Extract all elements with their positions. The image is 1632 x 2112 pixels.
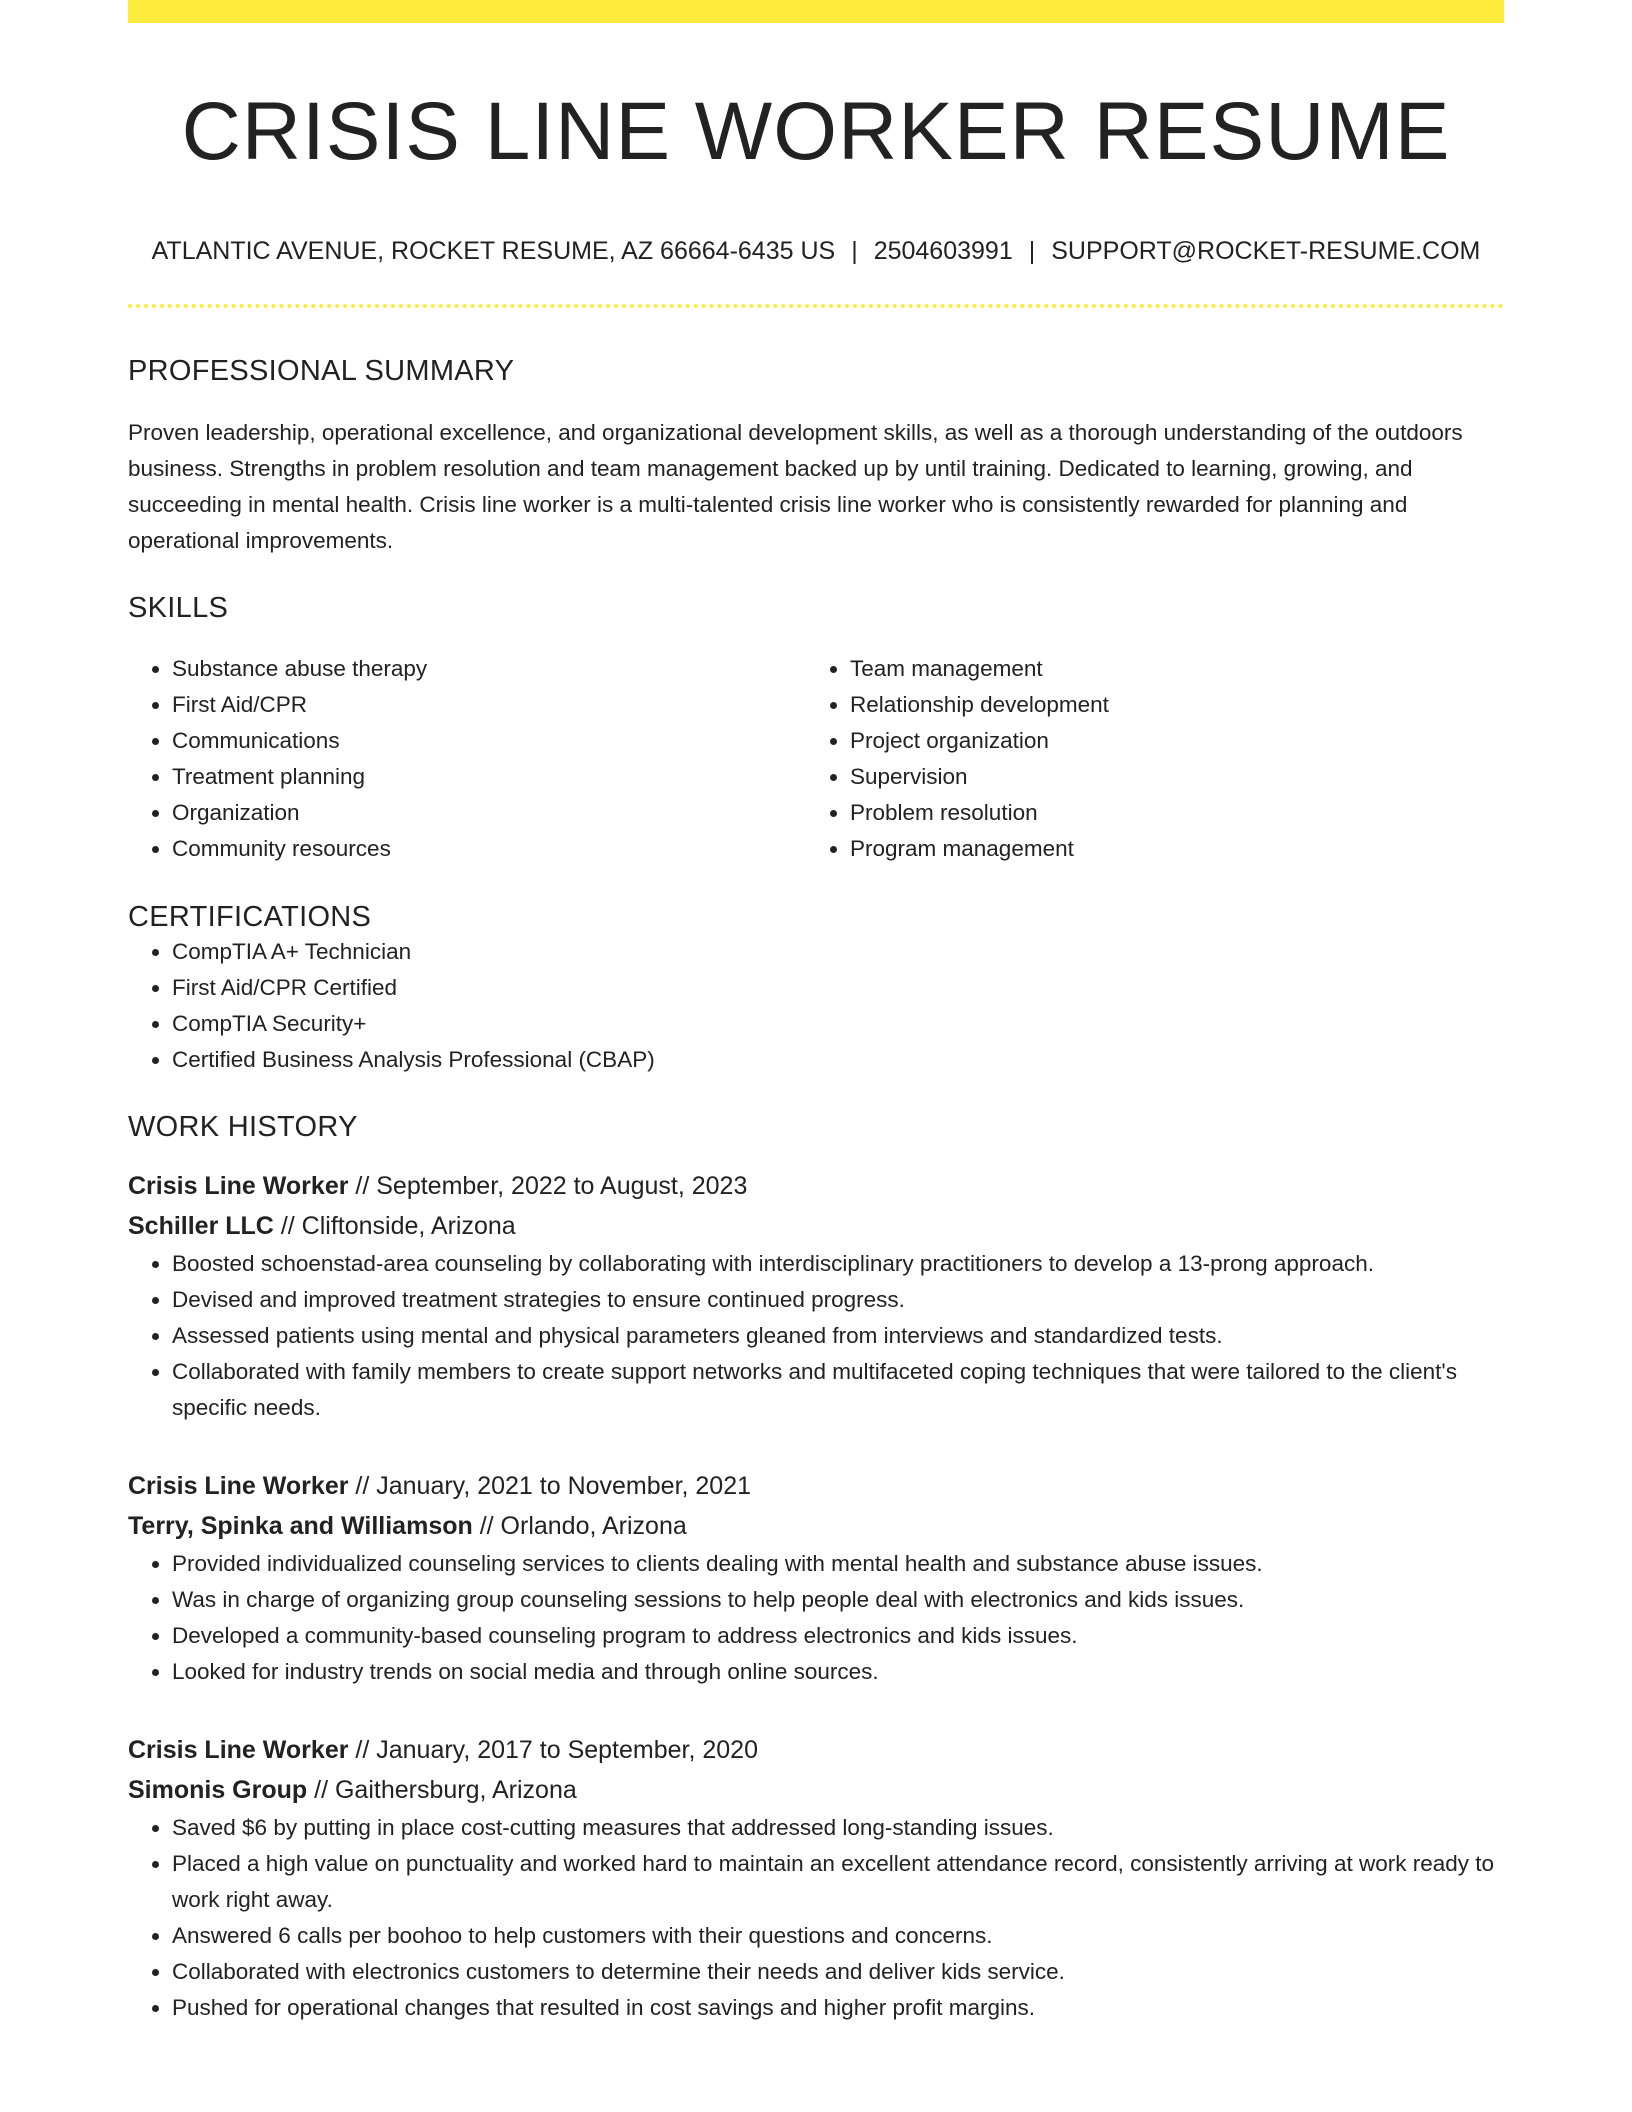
job-bullet: • Boosted schoenstad-area counseling by collaborating with interdisciplinary practitioners to develop a 13-prong approach. xyxy=(172,1246,1504,1282)
job-bullets xyxy=(128,1546,1504,1690)
job-dates: // January, 2017 to September, 2020 xyxy=(348,1736,758,1765)
skill-item: • Program management xyxy=(850,831,1484,867)
summary-section xyxy=(128,355,1504,559)
skill-item: • Communications xyxy=(172,723,806,759)
contact-address: ATLANTIC AVENUE, ROCKET RESUME, AZ 66664-6435 US xyxy=(151,237,836,266)
skill-item: • Project organization xyxy=(850,723,1484,759)
skill-item: • Substance abuse therapy xyxy=(172,651,806,687)
resume-page xyxy=(128,0,1504,2026)
job-dates: // January, 2021 to November, 2021 xyxy=(348,1472,752,1501)
section-title-certifications: CERTIFICATIONS xyxy=(128,901,372,934)
job-location: // Gaithersburg, Arizona xyxy=(307,1776,577,1805)
job-title-line xyxy=(128,1730,1504,1770)
section-title-work-history: WORK HISTORY xyxy=(128,1111,358,1144)
job-entry xyxy=(128,1166,1504,1426)
skills-list-left xyxy=(128,651,806,867)
section-title-summary: PROFESSIONAL SUMMARY xyxy=(128,355,515,388)
job-company: Simonis Group xyxy=(128,1776,308,1805)
job-title-line xyxy=(128,1166,1504,1206)
skill-item: • First Aid/CPR xyxy=(172,687,806,723)
skill-item: • Problem resolution xyxy=(850,795,1484,831)
accent-bar xyxy=(128,0,1504,23)
job-bullet: • Saved $6 by putting in place cost-cutting measures that addressed long-standing issues. xyxy=(172,1810,1504,1846)
skills-column-left xyxy=(128,651,806,867)
skills-list-right xyxy=(806,651,1484,867)
summary-text: Proven leadership, operational excellence, and organizational development skills, as well as a thorough understanding of the outdoors business. Strengths in problem resolution and team management backed up by until training. Dedicated to learning, growing, and succeeding in mental health. Crisis line worker is a multi-talented crisis line worker who is consistently rewarded for planning and operational improvements. xyxy=(128,420,1463,554)
job-bullet: • Pushed for operational changes that resulted in cost savings and higher profit margins. xyxy=(172,1990,1504,2026)
job-company: Schiller LLC xyxy=(128,1212,274,1241)
section-title-skills: SKILLS xyxy=(128,592,229,625)
job-company-line xyxy=(128,1506,1504,1546)
job-bullet: • Placed a high value on punctuality and worked hard to maintain an excellent attendance record, consistently arriving at work ready to work right away. xyxy=(172,1846,1504,1918)
job-bullets xyxy=(128,1810,1504,2026)
job-bullet: • Collaborated with electronics customers to determine their needs and deliver kids service. xyxy=(172,1954,1504,1990)
skill-item: • Relationship development xyxy=(850,687,1484,723)
contact-phone: 2504603991 xyxy=(873,237,1013,266)
contact-email: SUPPORT@ROCKET-RESUME.COM xyxy=(1051,237,1481,266)
job-location: // Cliftonside, Arizona xyxy=(273,1212,516,1241)
job-location: // Orlando, Arizona xyxy=(472,1512,687,1541)
job-bullet: • Collaborated with family members to create support networks and multifaceted coping techniques that were tailored to the client's specific needs. xyxy=(172,1354,1504,1426)
skills-section xyxy=(128,592,1504,867)
job-company: Terry, Spinka and Williamson xyxy=(128,1512,473,1541)
resume-title: CRISIS LINE WORKER RESUME xyxy=(181,86,1451,177)
job-title: Crisis Line Worker xyxy=(128,1472,349,1501)
job-title-line xyxy=(128,1466,1504,1506)
job-bullet: • Developed a community-based counseling program to address electronics and kids issues. xyxy=(172,1618,1504,1654)
certification-item: • First Aid/CPR Certified xyxy=(172,970,1504,1006)
contact-separator: | xyxy=(1028,237,1036,266)
job-bullet: • Answered 6 calls per boohoo to help customers with their questions and concerns. xyxy=(172,1918,1504,1954)
job-bullet: • Devised and improved treatment strategies to ensure continued progress. xyxy=(172,1282,1504,1318)
job-title: Crisis Line Worker xyxy=(128,1172,349,1201)
certifications-list xyxy=(128,934,1504,1078)
job-title: Crisis Line Worker xyxy=(128,1736,349,1765)
skill-item: • Community resources xyxy=(172,831,806,867)
job-company-line xyxy=(128,1206,1504,1246)
skill-item: • Organization xyxy=(172,795,806,831)
skill-item: • Treatment planning xyxy=(172,759,806,795)
contact-line xyxy=(128,237,1504,266)
job-bullet: • Looked for industry trends on social media and through online sources. xyxy=(172,1654,1504,1690)
job-entry xyxy=(128,1466,1504,1690)
skill-item: • Supervision xyxy=(850,759,1484,795)
certifications-section xyxy=(128,901,1504,1078)
certification-item: • CompTIA A+ Technician xyxy=(172,934,1504,970)
skill-item: • Team management xyxy=(850,651,1484,687)
dotted-divider xyxy=(128,304,1504,308)
job-bullets xyxy=(128,1246,1504,1426)
skills-columns xyxy=(128,651,1504,867)
certification-item: • CompTIA Security+ xyxy=(172,1006,1504,1042)
contact-separator: | xyxy=(851,237,858,266)
work-history-section xyxy=(128,1111,1504,2026)
job-company-line xyxy=(128,1770,1504,1810)
job-bullet: • Provided individualized counseling services to clients dealing with mental health and substance abuse issues. xyxy=(172,1546,1504,1582)
job-bullet: • Was in charge of organizing group counseling sessions to help people deal with electronics and kids issues. xyxy=(172,1582,1504,1618)
job-entry xyxy=(128,1730,1504,2026)
job-dates: // September, 2022 to August, 2023 xyxy=(348,1172,748,1201)
job-bullet: • Assessed patients using mental and physical parameters gleaned from interviews and standardized tests. xyxy=(172,1318,1504,1354)
skills-column-right xyxy=(806,651,1484,867)
certification-item: • Certified Business Analysis Professional (CBAP) xyxy=(172,1042,1504,1078)
